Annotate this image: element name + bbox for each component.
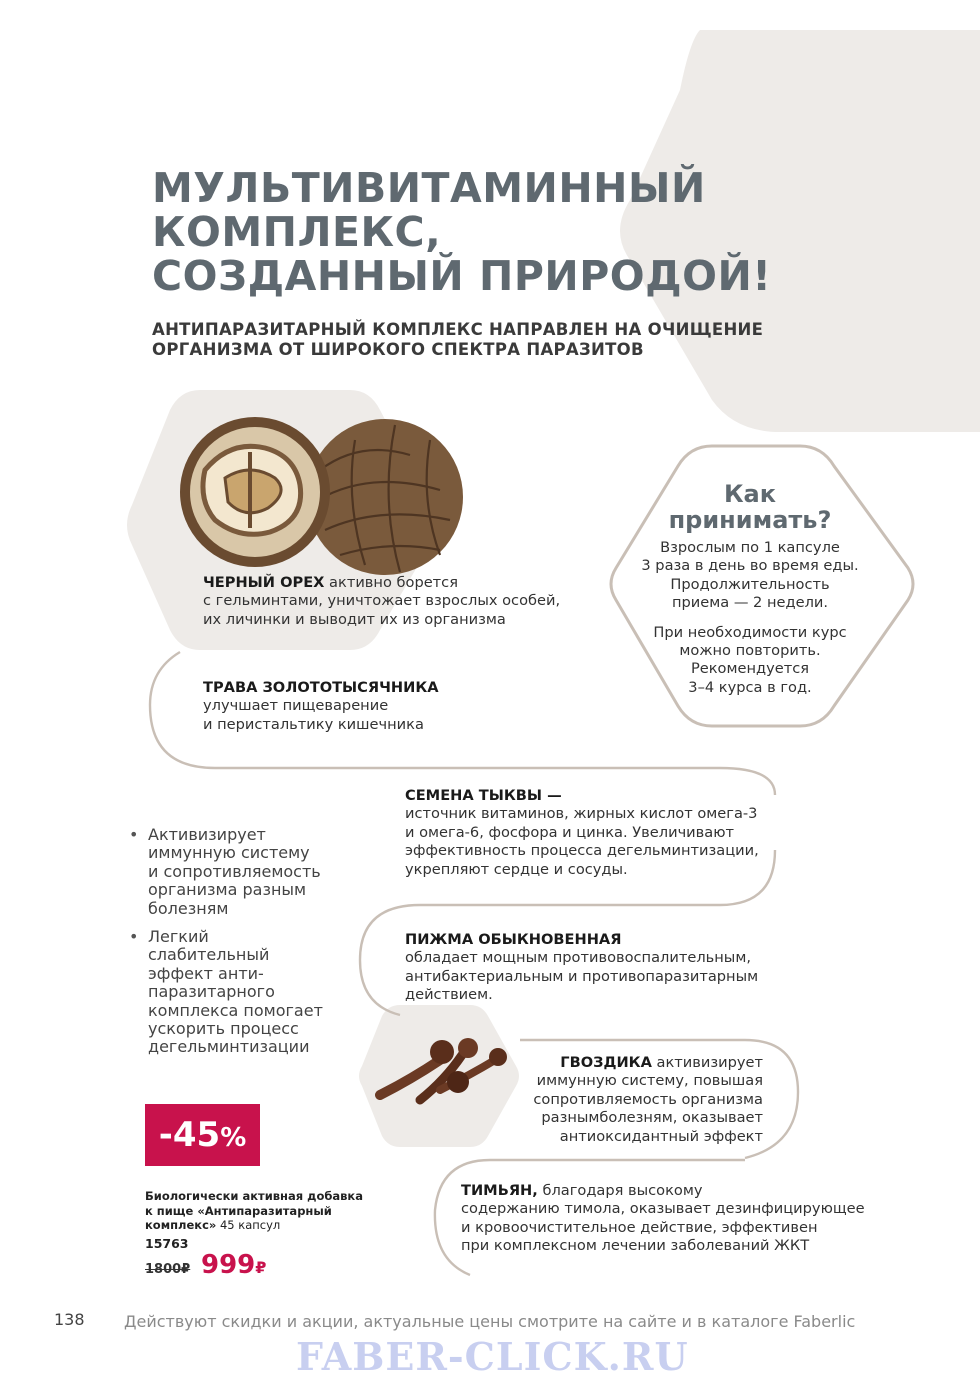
title-line: КОМПЛЕКС, (152, 208, 442, 256)
footer-note: Действуют скидки и акции, актуальные цены смотрите на сайте и в каталоге Faberlic (124, 1312, 856, 1331)
benefit-line: слабительный (148, 945, 270, 965)
product-code: 15763 (145, 1236, 189, 1251)
how-text-line: При необходимости курс (653, 623, 847, 641)
how-text-line: Рекомендуется (690, 660, 810, 678)
ingredient-text: сопротивляемость организма (533, 1090, 763, 1108)
ingredient-text: действием. (405, 986, 493, 1004)
page-subtitle (152, 320, 852, 360)
benefit-item (128, 826, 358, 918)
ingredient-text: источник витаминов, жирных кислот омега-3 (405, 805, 758, 823)
subtitle-line: АНТИПАРАЗИТАРНЫЙ КОМПЛЕКС НАПРАВЛЕН НА ОЧИЩЕНИЕ (152, 320, 764, 339)
old-price: 1800₽ (145, 1262, 191, 1277)
ingredient-pumpkin-seeds (405, 787, 805, 879)
ingredient-centaury (203, 679, 523, 734)
ingredient-text: их личинки и выводит их из организма (203, 610, 506, 628)
new-price (201, 1250, 266, 1280)
ingredient-black-walnut (203, 574, 603, 629)
ingredient-text: антибактериальным и противопаразитарным (405, 967, 759, 985)
ingredient-text: улучшает пищеварение (203, 697, 389, 715)
benefit-line: болезням (148, 898, 229, 918)
benefit-line: организма разным (148, 880, 307, 900)
how-text-line: 3–4 курса в год. (688, 678, 812, 696)
ingredient-text: разнымболезням, оказывает (541, 1109, 763, 1127)
ingredient-name: ПИЖМА ОБЫКНОВЕННАЯ (405, 931, 622, 948)
ingredient-text: и омега-6, фосфора и цинка. Увеличивают (405, 823, 735, 841)
benefit-line: и сопротивляемость (148, 861, 321, 881)
benefit-line: • Легкий (148, 927, 209, 947)
benefit-line: иммунную систему (148, 843, 310, 863)
title-line: МУЛЬТИВИТАМИННЫЙ (152, 164, 706, 212)
ingredient-text: активно борется (324, 574, 458, 591)
watermark: FABER-CLICK.RU (296, 1334, 689, 1379)
currency-sign: ₽ (255, 1258, 267, 1277)
discount-unit: % (220, 1123, 247, 1153)
ingredient-text: активизирует (651, 1054, 763, 1071)
ingredient-name: СЕМЕНА ТЫКВЫ — (405, 787, 562, 804)
title-line: СОЗДАННЫЙ ПРИРОДОЙ! (152, 252, 772, 300)
ingredient-tansy (405, 931, 805, 1005)
how-text-line: Взрослым по 1 капсуле (660, 539, 840, 556)
page-title (152, 166, 852, 298)
product-name-line: Биологически активная добавка (145, 1189, 363, 1203)
product-quantity: 45 капсул (216, 1218, 281, 1232)
how-to-take-title (630, 481, 870, 533)
how-title-line: Как (723, 480, 777, 508)
ingredient-name: ЧЕРНЫЙ ОРЕХ (203, 574, 325, 591)
ingredient-text: с гельминтами, уничтожает взрослых особей, (203, 592, 561, 610)
benefit-line: комплекса помогает (148, 1000, 323, 1020)
page-number: 138 (54, 1310, 85, 1329)
how-text-line: приема — 2 недели. (671, 594, 829, 612)
how-text-line: можно повторить. (679, 642, 821, 660)
clove-hexagon (359, 1005, 519, 1147)
ingredient-clove (508, 1054, 763, 1146)
ingredient-text: эффективность процесса дегельминтизации, (405, 842, 759, 860)
ingredient-text: укрепляют сердце и сосуды. (405, 860, 628, 878)
how-text-line: 3 раза в день во время еды. (641, 557, 859, 575)
ingredient-text: содержанию тимола, оказывает дезинфицирующее (461, 1200, 865, 1218)
benefit-line: паразитарного (148, 982, 275, 1002)
how-text-line: Продолжительность (670, 575, 830, 593)
product-name-line: комплекс» (145, 1218, 217, 1232)
product-description (145, 1189, 385, 1233)
discount-value: -45 (158, 1115, 221, 1155)
how-to-take-text (630, 539, 870, 697)
benefit-item (128, 928, 358, 1057)
discount-badge (145, 1104, 260, 1166)
subtitle-line: ОРГАНИЗМА ОТ ШИРОКОГО СПЕКТРА ПАРАЗИТОВ (152, 340, 644, 359)
ingredient-name: ТРАВА ЗОЛОТОТЫСЯЧНИКА (203, 679, 439, 696)
ingredient-text: при комплексном лечении заболеваний ЖКТ (461, 1237, 810, 1255)
benefits-list (128, 826, 358, 1067)
ingredient-thyme (461, 1182, 931, 1256)
ingredient-text: антиоксидантный эффект (559, 1127, 763, 1145)
benefit-line: ускорить процесс (148, 1019, 299, 1039)
benefit-line: дегельминтизации (148, 1037, 310, 1057)
new-price-value: 999 (201, 1250, 256, 1280)
how-title-line: принимать? (668, 506, 832, 534)
ingredient-text: благодаря высокому (537, 1182, 703, 1199)
ingredient-name: ТИМЬЯН, (461, 1182, 538, 1199)
ingredient-text: и перистальтику кишечника (203, 715, 424, 733)
product-name-line: к пище «Антипаразитарный (145, 1203, 332, 1218)
benefit-line: эффект анти- (148, 963, 264, 983)
ingredient-text: и кровоочистительное действие, эффективен (461, 1218, 818, 1236)
ingredient-text: иммунную систему, повышая (536, 1072, 763, 1090)
ingredient-text: обладает мощным противовоспалительным, (405, 949, 751, 967)
ingredient-name: ГВОЗДИКА (560, 1054, 652, 1071)
benefit-line: • Активизирует (148, 825, 266, 844)
